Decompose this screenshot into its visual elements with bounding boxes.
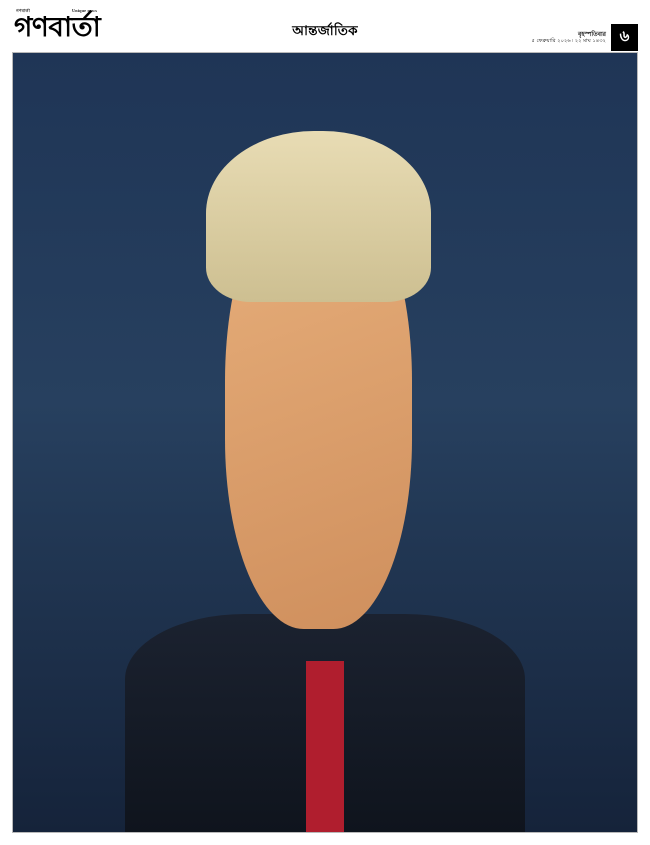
logo-wordmark: গণবার্তা xyxy=(14,12,101,43)
logo-kicker-left: গণবার্তা xyxy=(16,8,30,13)
photo-trump xyxy=(237,537,327,593)
masthead-day: বৃহস্পতিবার xyxy=(578,30,606,38)
hero-column-1 xyxy=(237,526,327,682)
page-number-badge: ৬ xyxy=(611,24,638,51)
hero-story-columns xyxy=(229,522,637,686)
content-frame xyxy=(12,52,638,833)
lower-zone xyxy=(13,521,637,686)
masthead-date: ৫ ফেব্রুয়ারি ২০২৬ ৷ ২২ মাঘ ১৪৩২ xyxy=(531,38,606,44)
logo-kicker-right: Unique news xyxy=(71,8,98,13)
page-section-title: আন্তর্জাতিক xyxy=(292,23,358,39)
masthead xyxy=(0,0,650,52)
